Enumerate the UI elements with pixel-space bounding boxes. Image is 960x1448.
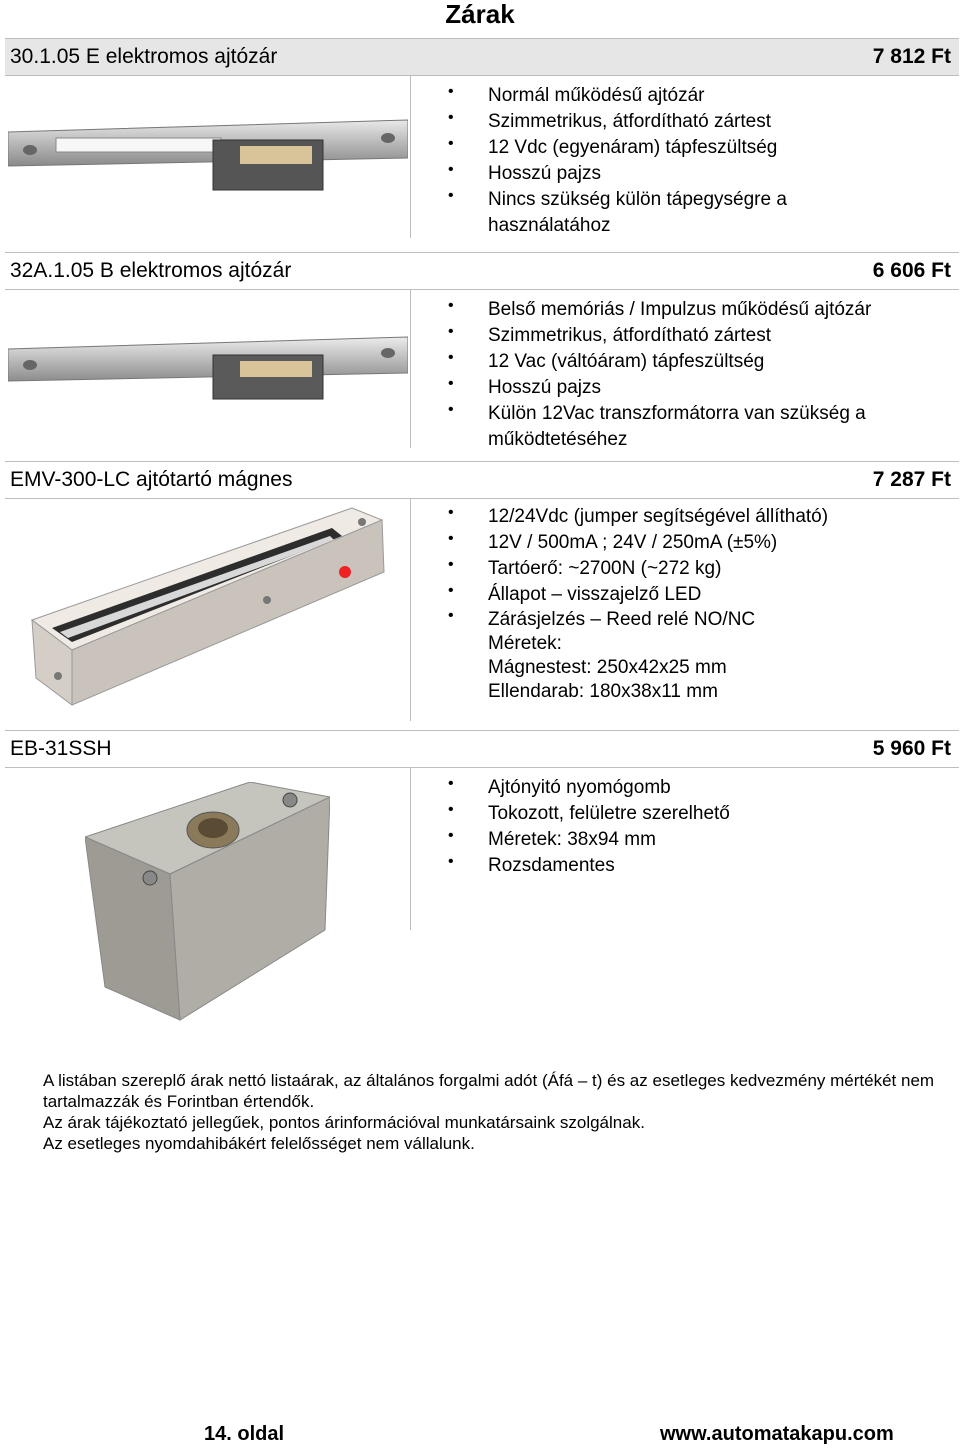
product-price: 7 812 Ft (872, 45, 951, 68)
feature-item: • Normál működésű ajtózár (448, 83, 787, 109)
feature-item: • Hosszú pajzs (448, 375, 871, 401)
disclaimer-line: Az esetleges nyomdahibákért felelősséget nem vállalunk. (43, 1134, 475, 1153)
product-header (5, 38, 959, 76)
feature-item: Méretek: (488, 633, 562, 654)
page-number: 14. oldal (204, 1423, 285, 1445)
column-divider (410, 290, 411, 448)
feature-item: Mágnestest: 250x42x25 mm (488, 657, 727, 678)
feature-item: • 12 Vdc (egyenáram) tápfeszültség (448, 135, 787, 161)
feature-item: használatához (488, 215, 611, 236)
column-divider (410, 76, 411, 238)
feature-list (448, 83, 787, 239)
disclaimer-line: A listában szereplő árak nettó listaárak, az általános forgalmi adót (Áfá – t) és az esetleges kedvezmény mértékét nem tartalmazzák és Forintban értendők. (43, 1071, 935, 1111)
feature-item: • 12V / 500mA ; 24V / 250mA (±5%) (448, 530, 828, 556)
feature-item: • 12 Vac (váltóáram) tápfeszültség (448, 349, 871, 375)
feature-item: • Belső memóriás / Impulzus működésű ajtózár (448, 297, 871, 323)
column-divider (410, 768, 411, 930)
feature-item: működtetéséhez (488, 429, 628, 450)
product-name: 30.1.05 E elektromos ajtózár (10, 45, 278, 68)
product-price: 5 960 Ft (872, 737, 951, 760)
exit-button-image (85, 782, 330, 1022)
feature-item: • Zárásjelzés – Reed relé NO/NC (448, 608, 828, 632)
magnet-lock-image (12, 500, 392, 715)
product-name: 32A.1.05 B elektromos ajtózár (10, 259, 292, 282)
product-price: 6 606 Ft (872, 259, 951, 282)
electric-strike-image-2 (8, 335, 408, 405)
feature-item: • Rozsdamentes (448, 853, 730, 879)
feature-list (448, 504, 828, 704)
feature-item: • Hosszú pajzs (448, 161, 787, 187)
page-title: Zárak (445, 0, 515, 29)
price-disclaimer (43, 1070, 958, 1154)
feature-item: • Szimmetrikus, átfordítható zártest (448, 323, 871, 349)
feature-item: • Nincs szükség külön tápegységre a (448, 187, 787, 213)
electric-strike-image-1 (8, 118, 408, 192)
feature-item: • Szimmetrikus, átfordítható zártest (448, 109, 787, 135)
column-divider (410, 499, 411, 721)
product-name: EB-31SSH (10, 737, 112, 760)
feature-item: • Állapot – visszajelző LED (448, 582, 828, 608)
product-price: 7 287 Ft (872, 468, 951, 491)
product-header (5, 461, 959, 499)
product-header (5, 730, 959, 768)
feature-item: • Méretek: 38x94 mm (448, 827, 730, 853)
feature-list (448, 775, 730, 879)
feature-item: • Külön 12Vac transzformátorra van szükség a (448, 401, 871, 427)
feature-list (448, 297, 871, 453)
product-name: EMV-300-LC ajtótartó mágnes (10, 468, 293, 491)
product-header (5, 252, 959, 290)
feature-item: • Ajtónyitó nyomógomb (448, 775, 730, 801)
feature-item: Ellendarab: 180x38x11 mm (488, 681, 718, 702)
feature-item: • 12/24Vdc (jumper segítségével állítható) (448, 504, 828, 530)
feature-item: • Tokozott, felületre szerelhető (448, 801, 730, 827)
feature-item: • Tartóerő: ~2700N (~272 kg) (448, 556, 828, 582)
website-url: www.automatakapu.com (660, 1423, 894, 1445)
disclaimer-line: Az árak tájékoztató jellegűek, pontos árinformációval munkatársaink szolgálnak. (43, 1113, 645, 1132)
